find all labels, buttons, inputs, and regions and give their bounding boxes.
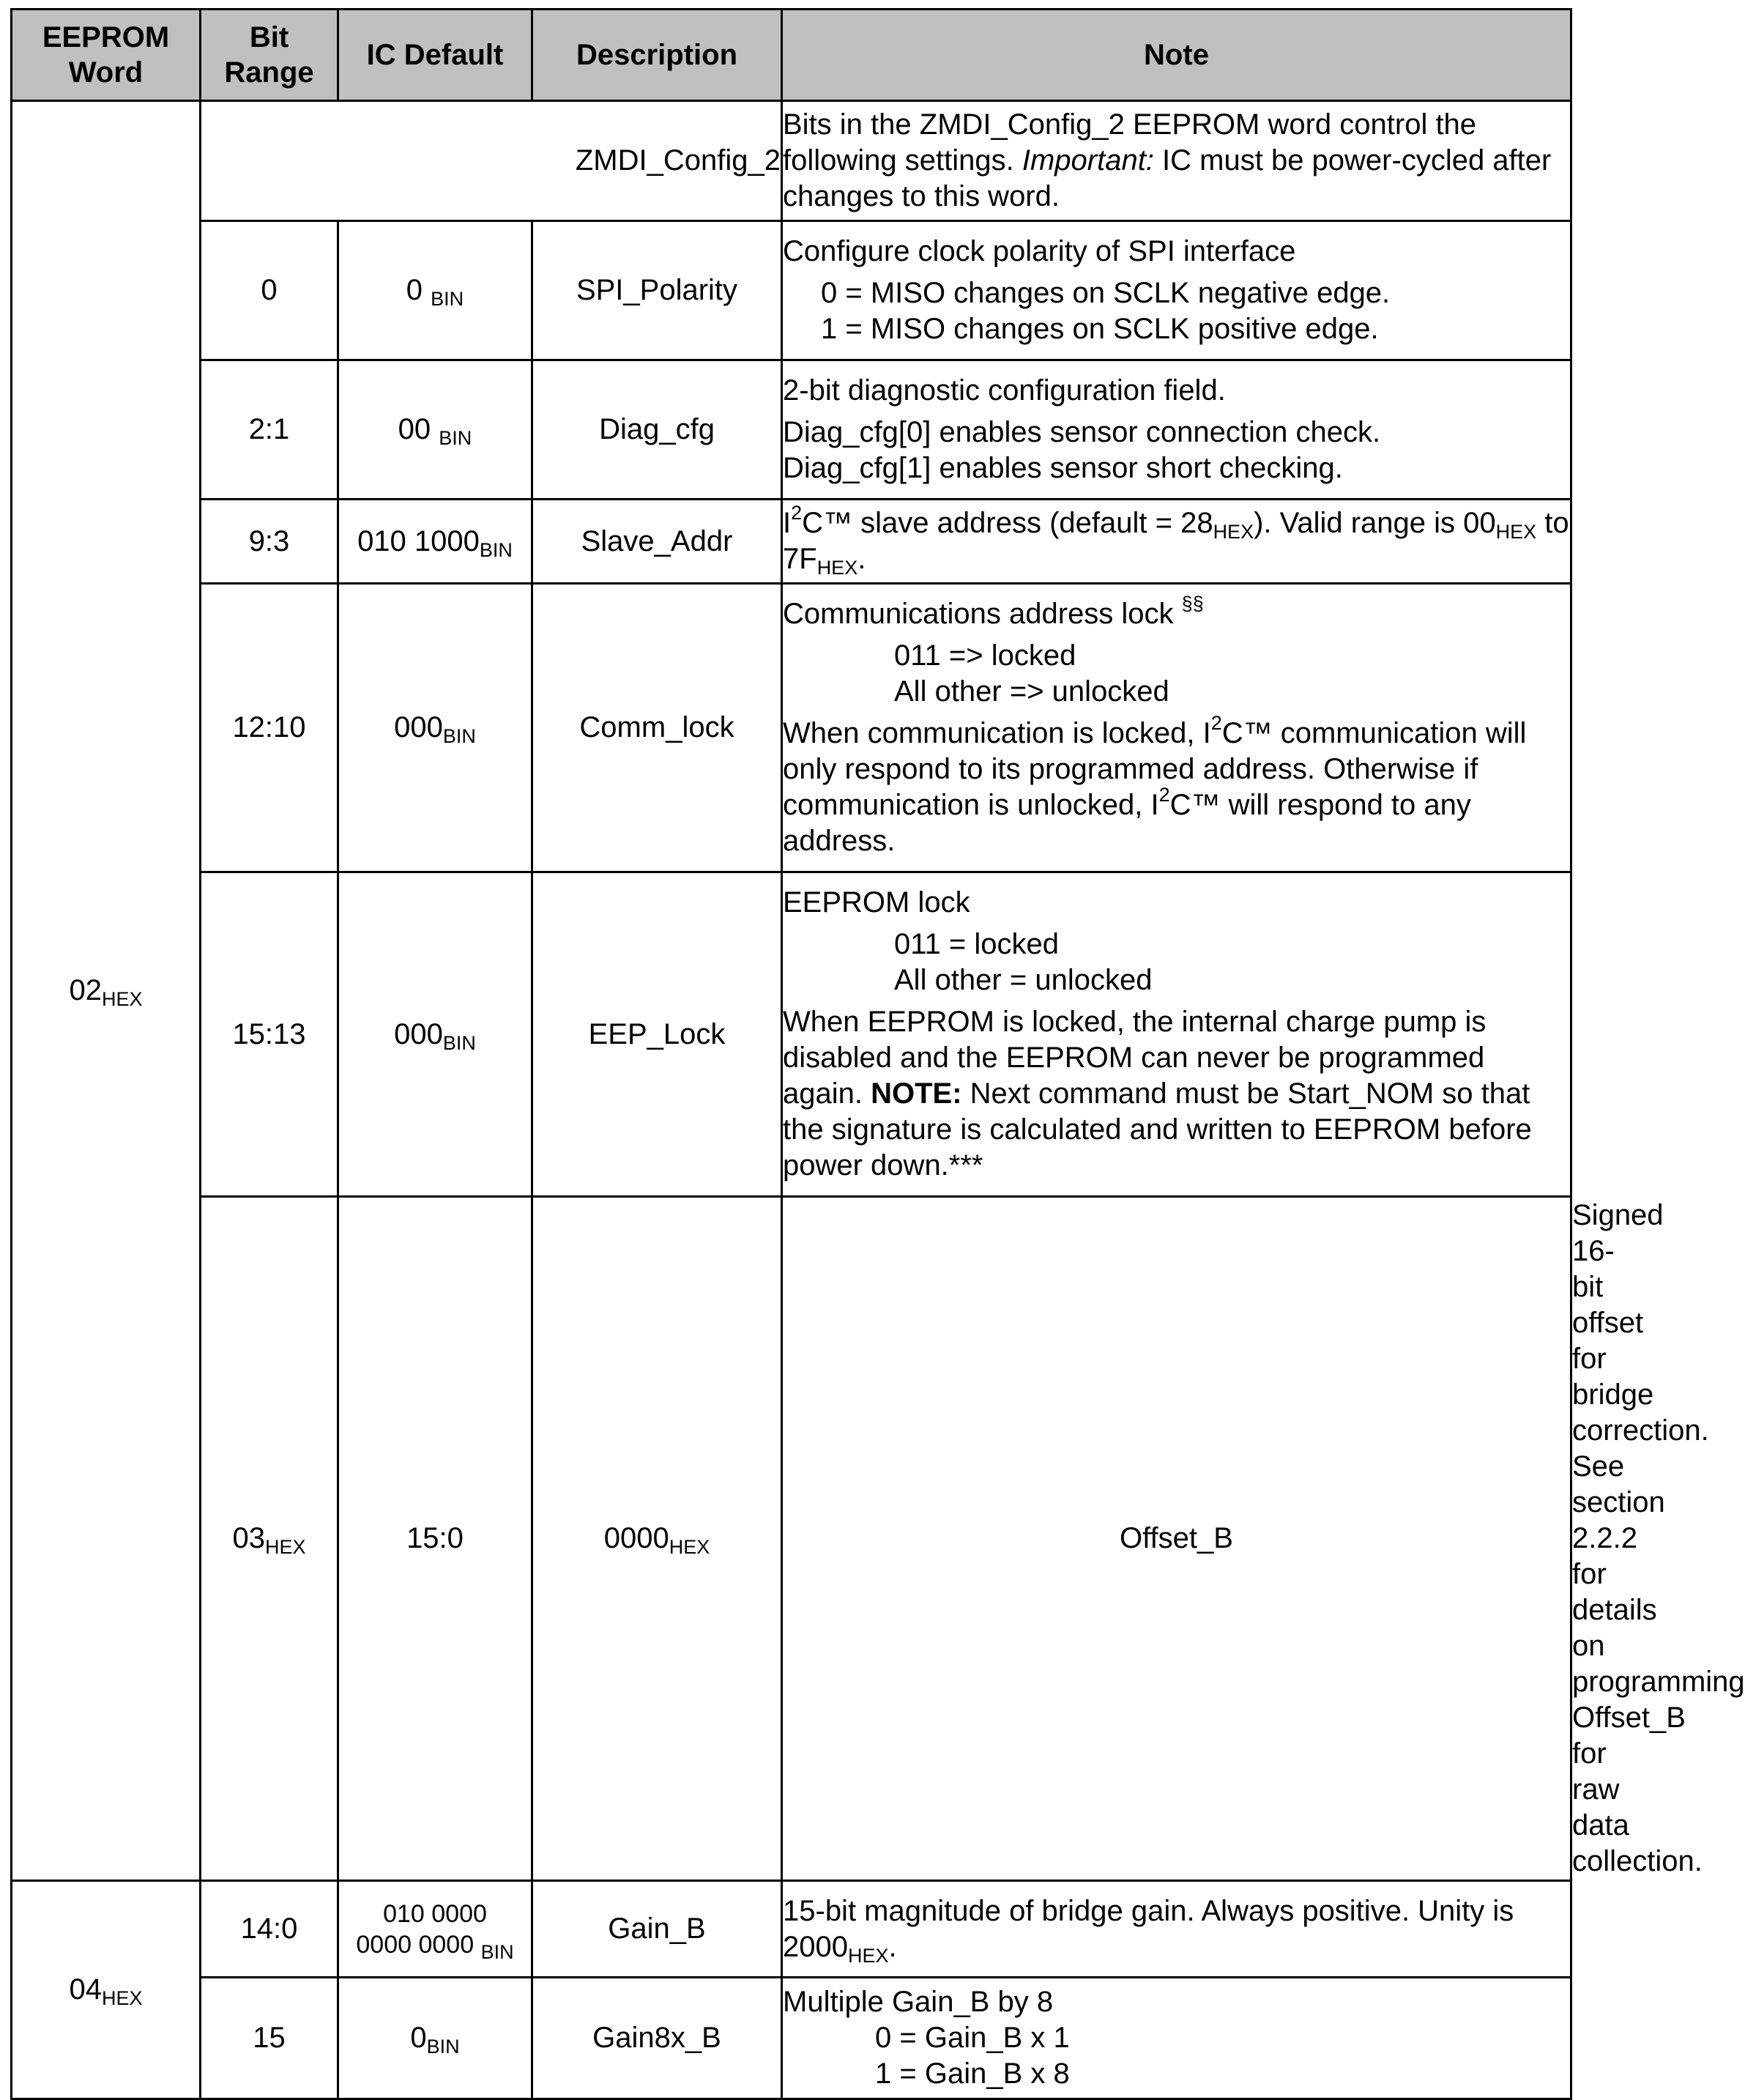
- bit-range: 15:0: [338, 1197, 532, 1881]
- header-row: [12, 10, 1571, 101]
- table-row: [12, 101, 1571, 221]
- header-bit-range: Bit Range: [201, 10, 338, 101]
- ic-default: $0_{BIN}$: [338, 1978, 532, 2099]
- note: Communications address lock §§ 011 => locked All other => unlocked When communication is locked, $I^2C™$ communication will only respond to its programmed address. Otherwise if communication is unlocked, $I^2C™$ will respond to any address.: [782, 584, 1571, 872]
- table-row: [12, 500, 1571, 584]
- header-eeprom-word: EEPROM Word: [12, 10, 201, 101]
- header-description: Description: [532, 10, 782, 101]
- note: Multiple Gain_B by 8 0 = Gain_B x 1 1 = Gain_B x 8: [782, 1978, 1571, 2099]
- note: 15-bit magnitude of bridge gain. Always positive. Unity is $2000_{HEX}$.: [782, 1881, 1571, 1978]
- note: EEPROM lock 011 = locked All other = unlocked When EEPROM is locked, the internal charge pump is disabled and the EEPROM can never be programmed again. NOTE: Next command must be Start_NOM so that the signature is calculated and written to EEPROM before power down.***: [782, 872, 1571, 1197]
- ic-default: 0 $_{BIN}$: [338, 221, 532, 360]
- table-row: [12, 221, 1571, 360]
- eeprom-register-table: [10, 8, 1745, 2100]
- config-description: ZMDI_Config_2: [201, 101, 782, 221]
- bit-range: 12:10: [201, 584, 338, 872]
- ic-default: 010 0000 0000 0000 $_{BIN}$: [338, 1881, 532, 1978]
- table-row: [12, 1978, 1571, 2099]
- table-row: [12, 1881, 1571, 1978]
- table-row: [12, 872, 1571, 1197]
- table-row: [12, 360, 1571, 500]
- ic-default: $000_{BIN}$: [338, 872, 532, 1197]
- note: Configure clock polarity of SPI interface 0 = MISO changes on SCLK negative edge. 1 = MISO changes on SCLK positive edge.: [782, 221, 1571, 360]
- description: Diag_cfg: [532, 360, 782, 500]
- ic-default: 00 $_{BIN}$: [338, 360, 532, 500]
- description: Gain8x_B: [532, 1978, 782, 2099]
- ic-default: $000_{BIN}$: [338, 584, 532, 872]
- config-note: Bits in the ZMDI_Config_2 EEPROM word control the following settings. Important: IC must be power-cycled after changes to this word.: [782, 101, 1571, 221]
- bit-range: 2:1: [201, 360, 338, 500]
- description: EEP_Lock: [532, 872, 782, 1197]
- table-row: [12, 584, 1571, 872]
- description: Gain_B: [532, 1881, 782, 1978]
- note: 2-bit diagnostic configuration field. Diag_cfg[0] enables sensor connection check. Diag_cfg[1] enables sensor short checking.: [782, 360, 1571, 500]
- description: Slave_Addr: [532, 500, 782, 584]
- description: SPI_Polarity: [532, 221, 782, 360]
- note: $I^2C™$ slave address (default = $28_{HEX}$). Valid range is $00_{HEX}$ to $7F_{HEX}$.: [782, 500, 1571, 584]
- eeprom-word-04: $04_{HEX}$: [12, 1881, 201, 2099]
- description: Comm_lock: [532, 584, 782, 872]
- ic-default: 010 $1000_{BIN}$: [338, 500, 532, 584]
- bit-range: 9:3: [201, 500, 338, 584]
- bit-range: 15:13: [201, 872, 338, 1197]
- bit-range: 0: [201, 221, 338, 360]
- header-note: Note: [782, 10, 1571, 101]
- eeprom-word-03: $03_{HEX}$: [201, 1197, 338, 1881]
- bit-range: 15: [201, 1978, 338, 2099]
- table-row: $03_{HEX}$ 15:0 $0000_{HEX}$ Offset_B Signed 16-bit offset for bridge correction. See section 2.2.2 for details on programming Offset_B for raw data collection.: [12, 1197, 1571, 1881]
- ic-default: $0000_{HEX}$: [532, 1197, 782, 1881]
- bit-range: 14:0: [201, 1881, 338, 1978]
- header-ic-default: IC Default: [338, 10, 532, 101]
- eeprom-word-02: $02_{HEX}$: [12, 101, 201, 1881]
- description: Offset_B: [782, 1197, 1571, 1881]
